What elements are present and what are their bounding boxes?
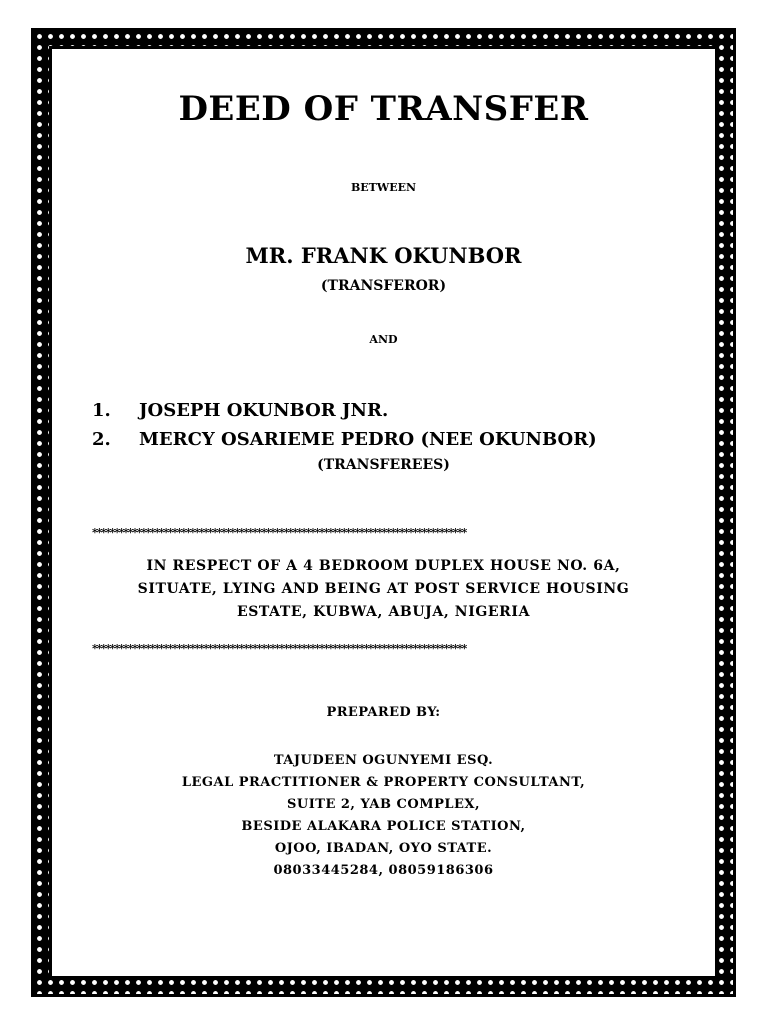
document-title: DEED OF TRANSFER bbox=[178, 89, 589, 129]
and-label: AND bbox=[369, 333, 398, 346]
transferees-role: (TRANSFEREES) bbox=[317, 457, 450, 473]
preparer-address-line: BESIDE ALAKARA POLICE STATION, bbox=[241, 819, 526, 834]
list-number: 1. bbox=[92, 400, 111, 421]
star-separator-bottom: ************************************************************************************ bbox=[92, 642, 467, 655]
property-line: ESTATE, KUBWA, ABUJA, NIGERIA bbox=[236, 604, 531, 620]
between-label: BETWEEN bbox=[350, 181, 417, 194]
document-page bbox=[52, 49, 715, 976]
transferee-name: JOSEPH OKUNBOR JNR. bbox=[139, 400, 389, 421]
preparer-details bbox=[52, 750, 715, 882]
property-line: IN RESPECT OF A 4 BEDROOM DUPLEX HOUSE NO. 6A, bbox=[146, 558, 621, 574]
preparer-address-line: OJOO, IBADAN, OYO STATE. bbox=[274, 841, 493, 856]
preparer-phone: 08033445284, 08059186306 bbox=[273, 863, 494, 878]
transferee-item bbox=[92, 396, 597, 425]
prepared-by-label: PREPARED BY: bbox=[326, 705, 441, 720]
preparer-title: LEGAL PRACTITIONER & PROPERTY CONSULTANT, bbox=[181, 775, 586, 790]
property-description bbox=[52, 555, 715, 624]
preparer-address-line: SUITE 2, YAB COMPLEX, bbox=[286, 797, 481, 812]
transferee-name: MERCY OSARIEME PEDRO (NEE OKUNBOR) bbox=[139, 429, 597, 450]
transferor-role: (TRANSFEROR) bbox=[320, 278, 447, 294]
property-line: SITUATE, LYING AND BEING AT POST SERVICE HOUSING bbox=[137, 581, 630, 597]
transferee-item bbox=[92, 425, 597, 454]
list-number: 2. bbox=[92, 429, 111, 450]
transferees-list bbox=[92, 396, 597, 454]
preparer-name: TAJUDEEN OGUNYEMI ESQ. bbox=[273, 753, 494, 768]
transferor-name: MR. FRANK OKUNBOR bbox=[245, 243, 522, 268]
star-separator-top: ************************************************************************************ bbox=[92, 526, 467, 539]
